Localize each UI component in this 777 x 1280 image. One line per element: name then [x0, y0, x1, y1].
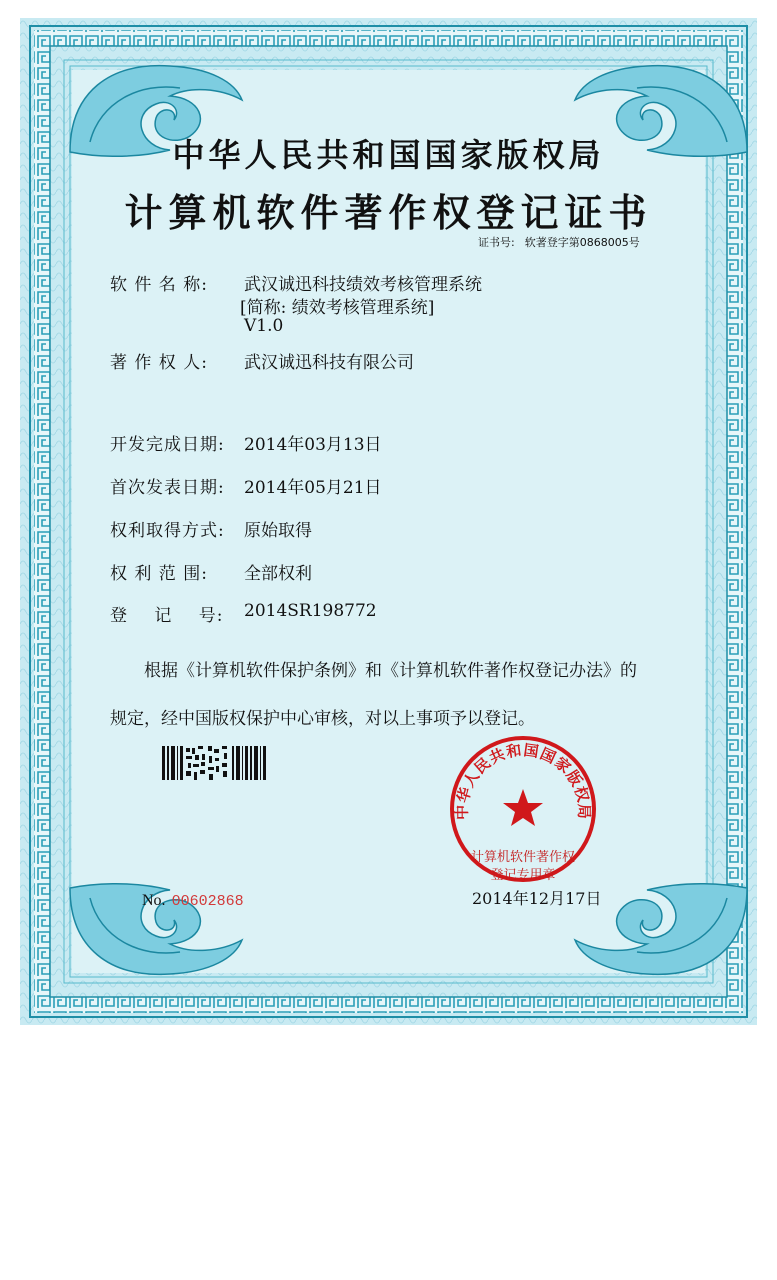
statement-line-2: 规定，经中国版权保护中心审核，对以上事项予以登记。: [110, 709, 535, 729]
registration-number-label: 登 记 号:: [110, 606, 224, 626]
software-short-name: [简称: 绩效考核管理系统]: [240, 298, 435, 318]
software-name: 武汉诚迅科技绩效考核管理系统: [244, 275, 482, 295]
serial-number: [142, 892, 244, 910]
software-name-label: 软 件 名 称:: [110, 275, 208, 295]
software-version: V1.0: [244, 316, 284, 336]
development-date-label: 开发完成日期:: [110, 435, 225, 455]
barcode: [162, 746, 270, 780]
serial-number-label: No.: [142, 892, 166, 909]
certificate-title: 计算机软件著作权登记证书: [124, 190, 653, 235]
copyright-owner-label: 著 作 权 人:: [110, 353, 208, 373]
seal-arc-text: 中华人民共和国国家版权局: [452, 741, 594, 820]
acquisition-method-label: 权利取得方式:: [110, 521, 225, 541]
development-date: 2014年03月13日: [244, 435, 382, 455]
statement-line-1: 根据《计算机软件保护条例》和《计算机软件著作权登记办法》的: [144, 661, 637, 681]
certificate-number-label: 证书号:: [478, 236, 515, 249]
serial-number-value: 00602868: [171, 893, 244, 910]
seal-text-line-1: 计算机软件著作权: [470, 850, 575, 865]
certificate-number-value: 软著登字第0868005号: [524, 236, 640, 249]
certificate-number: [478, 234, 640, 250]
registration-number: 2014SR198772: [244, 601, 377, 621]
rights-scope-label: 权 利 范 围:: [110, 564, 208, 584]
acquisition-method: 原始取得: [244, 521, 312, 541]
copyright-owner: 武汉诚迅科技有限公司: [244, 353, 414, 373]
issue-date: 2014年12月17日: [472, 889, 602, 908]
publication-date: 2014年05月21日: [244, 478, 382, 498]
issuing-authority: 中华人民共和国国家版权局: [172, 136, 605, 174]
rights-scope: 全部权利: [244, 564, 312, 584]
publication-date-label: 首次发表日期:: [110, 478, 225, 498]
seal-text-line-2: 登记专用章: [490, 868, 556, 883]
star-icon: [503, 789, 543, 826]
